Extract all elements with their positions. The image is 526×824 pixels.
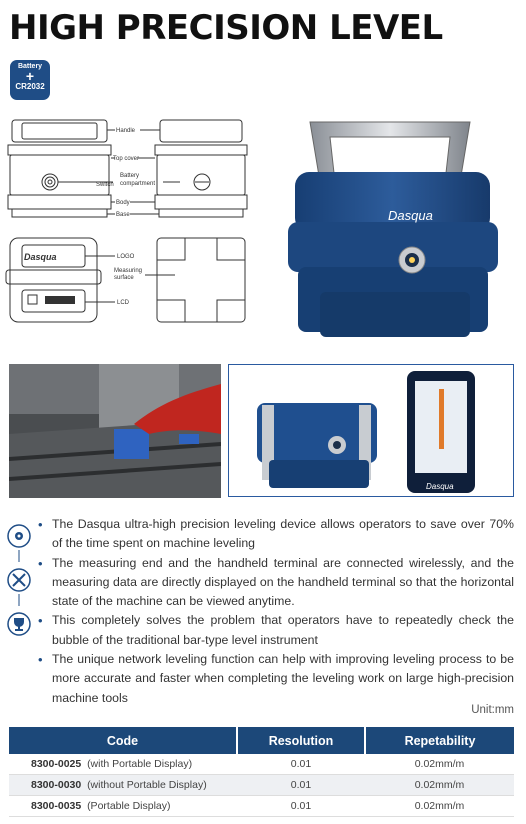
- unit-label: Unit:mm: [471, 704, 514, 716]
- code-number: 8300-0025: [31, 758, 82, 770]
- product-pair-graphic: [229, 365, 513, 496]
- label-logo: LOGO: [117, 254, 135, 260]
- handheld-brand: Dasqua: [426, 482, 454, 491]
- label-body: Body: [116, 200, 130, 206]
- cell-repeatability: 0.02mm/m: [365, 796, 514, 817]
- cell-resolution: 0.01: [237, 754, 365, 775]
- label-switch: Switch: [96, 182, 114, 188]
- tools-icon: [8, 569, 30, 591]
- col-header-code: Code: [9, 727, 237, 754]
- feature-list: [36, 515, 514, 708]
- col-header-repeatability: Repetability: [365, 727, 514, 754]
- spec-table: [9, 727, 514, 817]
- cell-resolution: 0.01: [237, 796, 365, 817]
- code-desc: (Portable Display): [87, 800, 171, 812]
- trophy-icon: [8, 613, 30, 635]
- cell-code: [9, 796, 237, 817]
- cell-resolution: 0.01: [237, 775, 365, 796]
- cell-repeatability: 0.02mm/m: [365, 775, 514, 796]
- label-top-cover: Top cover: [113, 156, 140, 162]
- code-desc: (with Portable Display): [87, 758, 193, 770]
- label-measuring-1: Measuring: [114, 268, 143, 274]
- col-header-resolution: Resolution: [237, 727, 365, 754]
- side-icon-column: [6, 520, 32, 640]
- battery-badge-bottom: CR2032: [15, 82, 45, 91]
- label-base: Base: [116, 212, 130, 218]
- technical-diagram: [0, 110, 280, 335]
- gear-icon: [8, 525, 30, 547]
- page-title: HIGH PRECISION LEVEL: [9, 8, 443, 48]
- feature-item: • The Dasqua ultra-high precision leveling device allows operators to save over 70% of the time spent on machine leveling: [36, 515, 514, 554]
- label-battery-1: Battery: [120, 173, 140, 179]
- label-handle: Handle: [116, 128, 136, 134]
- cell-repeatability: 0.02mm/m: [365, 754, 514, 775]
- label-measuring-2: surface: [114, 275, 134, 281]
- diagram-brand-mark: Dasqua: [24, 252, 57, 262]
- code-desc: (without Portable Display): [87, 779, 207, 791]
- product-brand: Dasqua: [388, 208, 433, 223]
- table-row: [9, 796, 514, 817]
- code-number: 8300-0030: [31, 779, 82, 791]
- product-pair-photo: [228, 364, 514, 497]
- battery-badge: [10, 60, 50, 100]
- cell-code: [9, 775, 237, 796]
- workshop-photo: [9, 364, 221, 498]
- feature-item: • The measuring end and the handheld terminal are connected wirelessly, and the measuring data are directly displayed on the handheld terminal so that the horizontal state of the machine can be viewed anytime.: [36, 554, 514, 612]
- feature-item: • The unique network leveling function can help with improving leveling process to be more accurate and faster when completing the leveling work on large high-precision machine tools: [36, 650, 514, 708]
- label-lcd: LCD: [117, 300, 130, 306]
- feature-item: • This completely solves the problem that operators have to repeatedly check the bubble of the traditional bar-type level instrument: [36, 611, 514, 650]
- cell-code: [9, 754, 237, 775]
- table-header-row: [9, 727, 514, 754]
- table-row: [9, 775, 514, 796]
- label-battery-2: compartment: [120, 181, 156, 187]
- battery-badge-top: Battery: [17, 63, 43, 70]
- product-render: [280, 112, 510, 344]
- code-number: 8300-0035: [31, 800, 82, 812]
- plus-icon: +: [25, 68, 35, 84]
- table-row: [9, 754, 514, 775]
